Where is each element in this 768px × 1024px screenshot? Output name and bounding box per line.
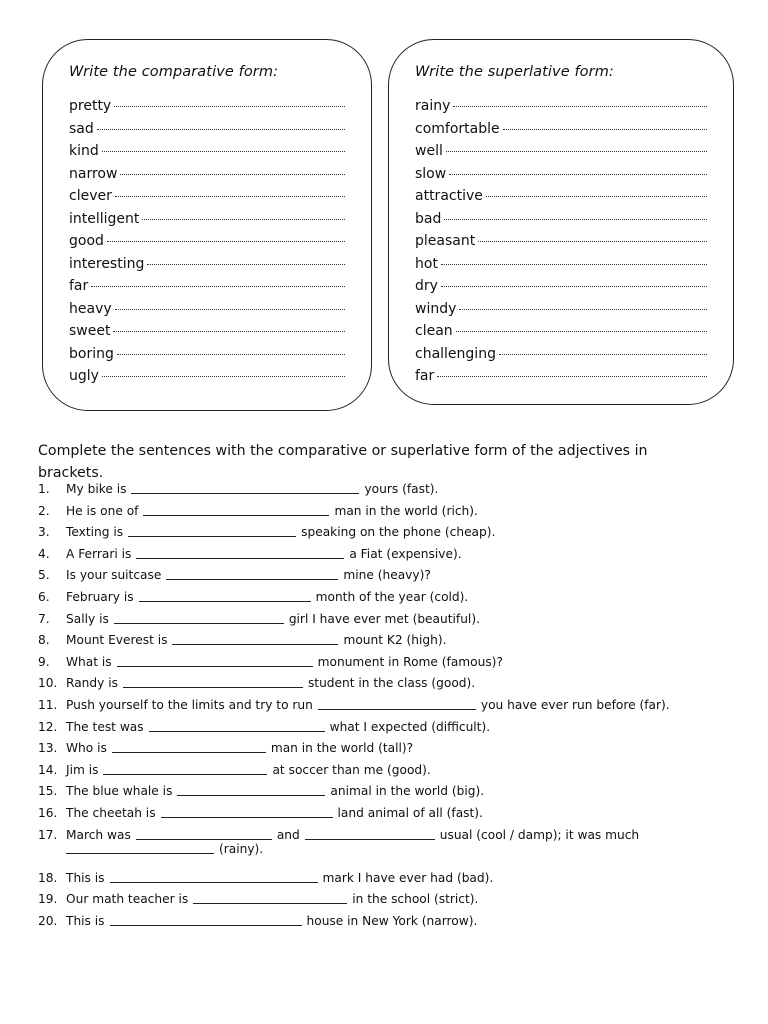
comparative-word: pretty (69, 98, 112, 114)
sentence-number: 1. (38, 482, 50, 496)
answer-blank[interactable] (143, 505, 329, 516)
comparative-item (69, 301, 345, 324)
answer-blank[interactable] (102, 149, 345, 152)
sentence-text-start: He is one of (66, 503, 139, 518)
superlative-item (415, 346, 707, 369)
answer-blank[interactable] (112, 742, 266, 753)
answer-blank[interactable] (446, 149, 707, 152)
sentence-number: 11. (38, 697, 58, 712)
sentence-item (38, 698, 728, 720)
superlative-item (415, 211, 707, 234)
sentence-continuation (38, 842, 728, 864)
superlative-box (388, 39, 734, 405)
sentence-text-middle: and (276, 827, 300, 842)
sentence-item (38, 612, 728, 634)
sentence-number: 12. (38, 719, 58, 734)
comparative-word-list (69, 98, 345, 391)
sentence-text-end: mark I have ever had (bad). (322, 870, 494, 885)
answer-blank[interactable] (123, 677, 303, 688)
sentence-text-start: Our math teacher is (66, 892, 189, 907)
sentence-number: 5. (38, 568, 50, 583)
superlative-item (415, 301, 707, 324)
answer-blank[interactable] (166, 569, 338, 580)
comparative-item (69, 346, 345, 369)
sentence-number: 17. (38, 827, 58, 842)
comparative-item (69, 143, 345, 166)
answer-blank[interactable] (110, 915, 302, 926)
answer-blank[interactable] (449, 172, 707, 175)
sentence-number: 16. (38, 805, 58, 820)
superlative-word: far (415, 368, 435, 384)
sentence-number: 19. (38, 892, 58, 907)
comparative-word: narrow (69, 165, 118, 182)
superlative-word: bad (415, 210, 442, 227)
comparative-item (69, 323, 345, 346)
sentence-item (38, 633, 728, 655)
sentence-number: 15. (38, 784, 58, 799)
superlative-word: dry (415, 278, 438, 294)
sentence-text-start: This is (66, 913, 105, 928)
superlative-word: windy (415, 300, 457, 317)
answer-blank[interactable] (107, 239, 345, 242)
sentence-number: 2. (38, 503, 50, 518)
superlative-word-list (415, 98, 707, 391)
answer-blank[interactable] (102, 374, 345, 377)
sentence-item (38, 482, 728, 504)
superlative-word: slow (415, 165, 447, 182)
superlative-item (415, 121, 707, 144)
answer-blank[interactable] (441, 262, 707, 265)
answer-blank[interactable] (136, 829, 272, 840)
answer-blank[interactable] (114, 104, 345, 107)
comparative-word: far (69, 278, 89, 294)
comparative-word: ugly (69, 368, 99, 384)
sentence-item (38, 525, 728, 547)
answer-blank[interactable] (131, 483, 359, 494)
sentence-item (38, 568, 728, 590)
answer-blank[interactable] (149, 721, 325, 732)
answer-blank[interactable] (103, 764, 267, 775)
sentence-text-start: Randy is (66, 676, 118, 691)
answer-blank[interactable] (177, 785, 325, 796)
sentence-text-start: March was (66, 827, 131, 842)
comparative-word: sad (69, 120, 94, 137)
comparative-title: Write the comparative form: (69, 64, 279, 80)
comparative-item (69, 166, 345, 189)
comparative-item (69, 233, 345, 256)
superlative-word: well (415, 143, 443, 159)
sentence-text-end: speaking on the phone (cheap). (301, 525, 496, 540)
answer-blank[interactable] (115, 307, 345, 310)
answer-blank[interactable] (113, 329, 345, 332)
exercise-instruction: Complete the sentences with the comparative or superlative form of the adjectives in brackets. (38, 443, 648, 481)
sentence-item (38, 504, 728, 526)
answer-blank[interactable] (172, 634, 338, 645)
sentence-text-start: Jim is (66, 762, 99, 777)
comparative-item (69, 98, 345, 121)
superlative-word: hot (415, 255, 438, 272)
superlative-item (415, 368, 707, 391)
superlative-item (415, 233, 707, 256)
answer-blank[interactable] (120, 172, 345, 175)
comparative-box (42, 39, 372, 411)
sentence-item (38, 914, 728, 936)
answer-blank[interactable] (66, 843, 214, 854)
sentence-item (38, 828, 728, 871)
superlative-item (415, 98, 707, 121)
sentence-text-start: The blue whale is (66, 784, 173, 799)
answer-blank[interactable] (117, 656, 313, 667)
sentence-list (38, 482, 728, 935)
sentence-number: 9. (38, 654, 50, 669)
answer-blank[interactable] (478, 239, 707, 242)
superlative-item (415, 166, 707, 189)
sentence-number: 20. (38, 913, 58, 928)
answer-blank[interactable] (486, 194, 707, 197)
answer-blank[interactable] (459, 307, 707, 310)
comparative-word: sweet (69, 323, 111, 339)
superlative-item (415, 323, 707, 346)
sentence-text-start: Is your suitcase (66, 568, 162, 583)
answer-blank[interactable] (453, 104, 707, 107)
sentence-text-end: a Fiat (expensive). (349, 546, 462, 561)
answer-blank[interactable] (161, 807, 333, 818)
sentence-item (38, 655, 728, 677)
comparative-word: kind (69, 143, 99, 159)
superlative-word: comfortable (415, 120, 500, 137)
answer-blank[interactable] (142, 217, 345, 220)
comparative-item (69, 188, 345, 211)
sentence-text-end: house in New York (narrow). (306, 913, 478, 928)
answer-blank[interactable] (441, 284, 707, 287)
sentence-item (38, 892, 728, 914)
comparative-item (69, 278, 345, 301)
sentence-text-end: mount K2 (high). (343, 633, 447, 648)
sentence-text-end: mine (heavy)? (343, 568, 431, 583)
comparative-word: good (69, 233, 104, 249)
sentence-number: 14. (38, 762, 58, 777)
comparative-item (69, 256, 345, 279)
sentence-text-start: Push yourself to the limits and try to run (66, 697, 313, 712)
sentence-number: 3. (38, 525, 50, 540)
sentence-text-start: A Ferrari is (66, 546, 132, 561)
sentence-item (38, 784, 728, 806)
superlative-word: pleasant (415, 233, 476, 249)
sentence-text-end: man in the world (tall)? (270, 741, 414, 756)
sentence-text-end: you have ever run before (far). (480, 697, 670, 712)
answer-blank[interactable] (97, 127, 345, 130)
sentence-item (38, 806, 728, 828)
sentence-text-end: yours (fast). (364, 482, 439, 496)
superlative-title: Write the superlative form: (415, 64, 614, 80)
sentence-text-end: girl I have ever met (beautiful). (288, 611, 480, 626)
sentence-item (38, 547, 728, 569)
comparative-word: boring (69, 345, 114, 362)
answer-blank[interactable] (91, 284, 345, 287)
sentence-item (38, 676, 728, 698)
comparative-item (69, 368, 345, 391)
comparative-item (69, 121, 345, 144)
sentence-text-start: This is (66, 870, 105, 885)
sentence-item (38, 741, 728, 763)
superlative-word: attractive (415, 188, 483, 204)
answer-blank[interactable] (110, 872, 318, 883)
sentence-text-end: in the school (strict). (352, 892, 479, 907)
sentence-number: 10. (38, 676, 58, 691)
comparative-item (69, 211, 345, 234)
sentence-item (38, 871, 728, 893)
sentence-number: 4. (38, 546, 50, 561)
comparative-word: interesting (69, 255, 145, 272)
sentence-number: 7. (38, 611, 50, 626)
sentence-text-end: monument in Rome (famous)? (317, 654, 503, 669)
comparative-word: intelligent (69, 210, 140, 227)
superlative-item (415, 256, 707, 279)
sentence-text-start: Sally is (66, 611, 109, 626)
sentence-text-start: The cheetah is (66, 805, 156, 820)
sentence-text-start: What is (66, 654, 112, 669)
sentence-item (38, 590, 728, 612)
sentence-text-end: what I expected (difficult). (329, 719, 491, 734)
sentence-text-end: land animal of all (fast). (337, 805, 483, 820)
sentence-number: 6. (38, 589, 50, 604)
answer-blank[interactable] (193, 893, 347, 904)
sentence-text-start: My bike is (66, 482, 127, 496)
answer-blank[interactable] (503, 127, 707, 130)
answer-blank[interactable] (117, 352, 345, 355)
sentence-text-start: February is (66, 589, 134, 604)
sentence-number: 13. (38, 741, 58, 756)
sentence-text-end: month of the year (cold). (315, 589, 469, 604)
comparative-word: clever (69, 188, 112, 204)
superlative-word: challenging (415, 345, 496, 362)
answer-blank[interactable] (444, 217, 707, 220)
answer-blank[interactable] (499, 352, 707, 355)
superlative-word: rainy (415, 98, 451, 114)
sentence-item (38, 720, 728, 742)
answer-blank[interactable] (318, 699, 476, 710)
answer-blank[interactable] (305, 829, 435, 840)
superlative-word: clean (415, 323, 453, 339)
superlative-item (415, 188, 707, 211)
sentence-text-continuation: (rainy). (219, 841, 264, 856)
sentence-text-start: Texting is (66, 525, 124, 540)
answer-blank[interactable] (136, 548, 344, 559)
sentence-item (38, 763, 728, 785)
answer-blank[interactable] (114, 613, 284, 624)
superlative-item (415, 143, 707, 166)
answer-blank[interactable] (139, 591, 311, 602)
sentence-text-end: student in the class (good). (307, 676, 476, 691)
sentence-text-end: animal in the world (big). (330, 784, 485, 799)
sentence-number: 18. (38, 870, 58, 885)
sentence-text-end: usual (cool / damp); it was much (439, 827, 640, 842)
answer-blank[interactable] (115, 194, 345, 197)
sentence-number: 8. (38, 633, 50, 648)
comparative-word: heavy (69, 300, 112, 317)
answer-blank[interactable] (128, 526, 296, 537)
answer-blank[interactable] (147, 262, 345, 265)
answer-blank[interactable] (437, 374, 707, 377)
sentence-text-start: Who is (66, 741, 107, 756)
sentence-text-end: man in the world (rich). (334, 503, 478, 518)
sentence-text-start: Mount Everest is (66, 633, 168, 648)
sentence-text-start: The test was (66, 719, 144, 734)
sentence-text-end: at soccer than me (good). (272, 762, 431, 777)
superlative-item (415, 278, 707, 301)
answer-blank[interactable] (456, 329, 707, 332)
